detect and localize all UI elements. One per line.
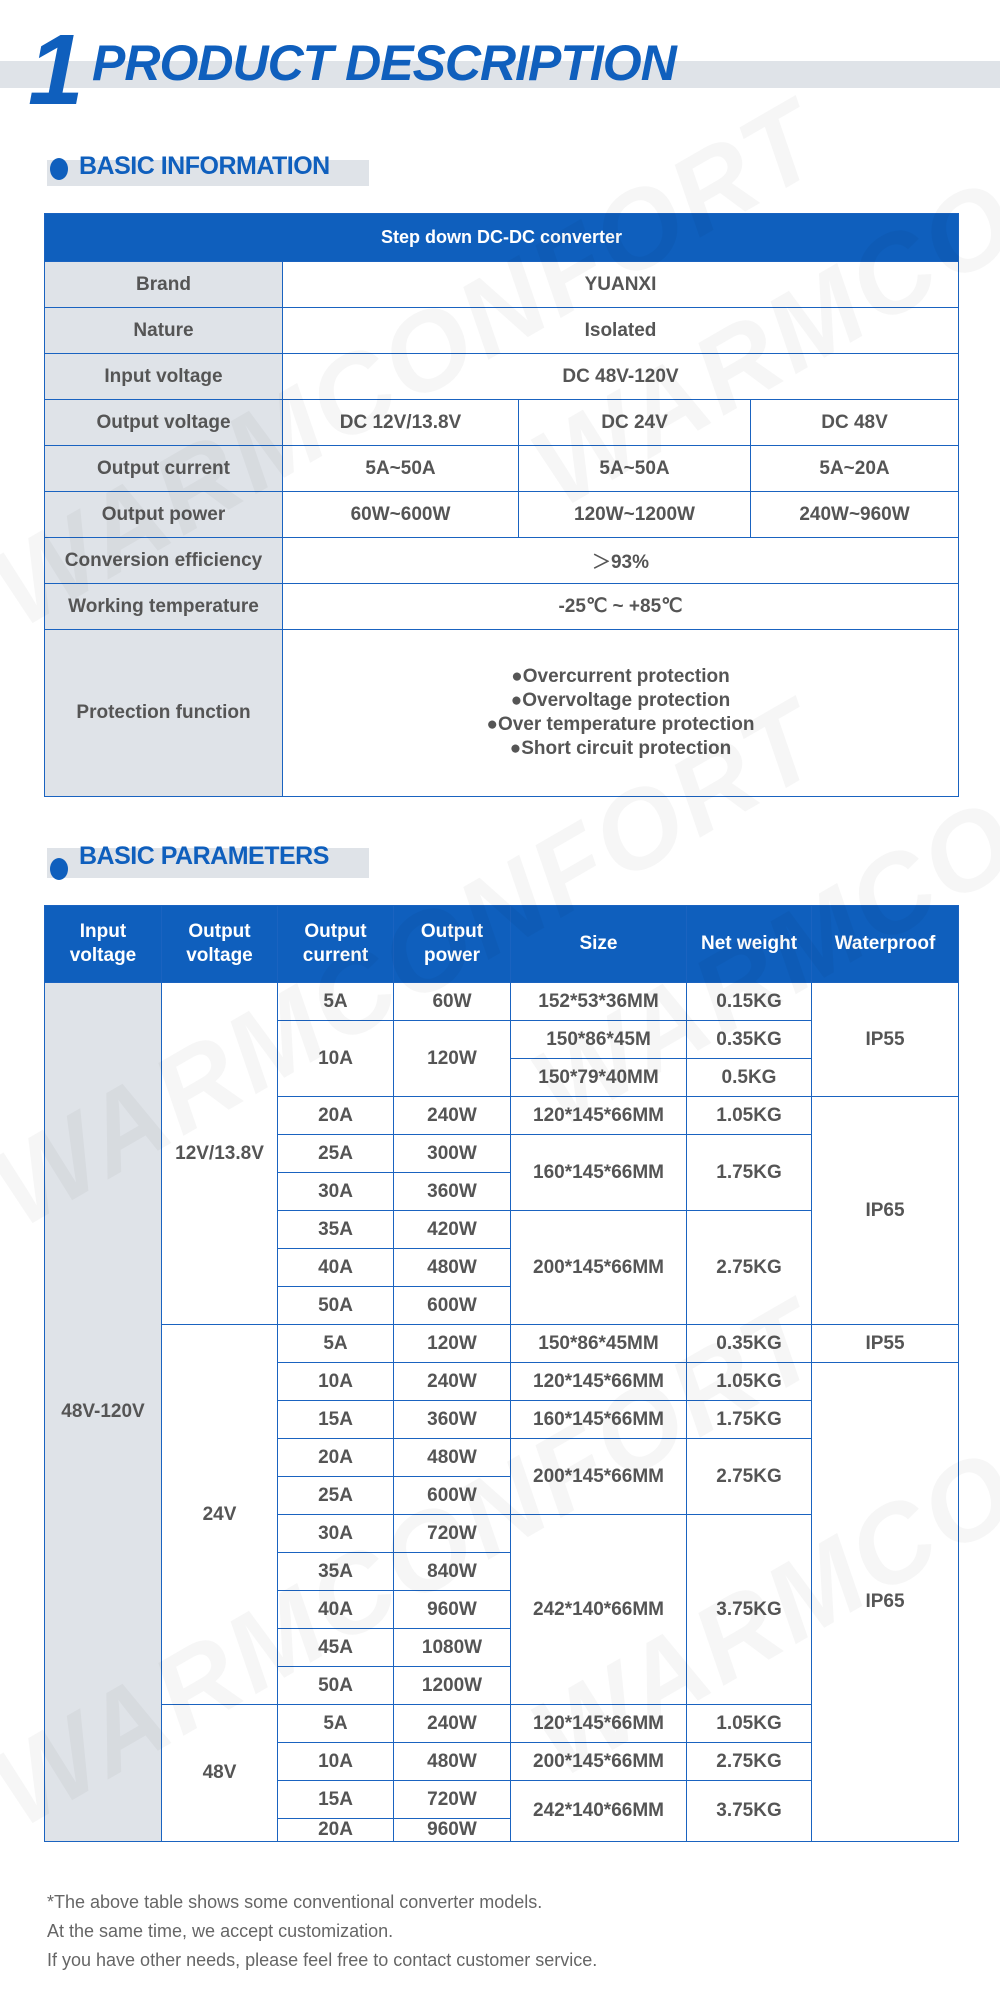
table-cell: 960W	[394, 1591, 511, 1629]
bullet-dot-icon	[50, 858, 68, 880]
footnote-line: At the same time, we accept customization.	[47, 1921, 394, 1941]
table-cell: 48V-120V	[45, 983, 162, 1842]
row-value: 5A~20A	[751, 446, 959, 492]
row-label: Conversion efficiency	[45, 538, 283, 584]
table-cell: 10A	[278, 1021, 394, 1097]
row-value: -25℃ ~ +85℃	[283, 584, 959, 630]
row-value: DC 48V-120V	[283, 354, 959, 400]
table-cell: IP55	[812, 983, 959, 1097]
row-value: ＞93%	[283, 538, 959, 584]
column-header	[687, 906, 812, 983]
table-cell: 240W	[394, 1705, 511, 1743]
column-header	[162, 906, 278, 983]
table-cell: 40A	[278, 1249, 394, 1287]
section-number: 1	[28, 14, 84, 126]
column-header	[45, 906, 162, 983]
table-cell: 1200W	[394, 1667, 511, 1705]
row-value: Isolated	[283, 308, 959, 354]
table-cell: 1.75KG	[687, 1401, 812, 1439]
column-header-text: Size	[579, 933, 618, 954]
table-row	[45, 584, 959, 630]
table-cell: 120W	[394, 1021, 511, 1097]
row-value: DC 48V	[751, 400, 959, 446]
column-header	[812, 906, 959, 983]
table-cell: 5A	[278, 1325, 394, 1363]
table-row	[45, 262, 959, 308]
protection-item: ●Overvoltage protection	[510, 690, 731, 711]
table-cell: 480W	[394, 1249, 511, 1287]
column-header	[278, 906, 394, 983]
bullet-dot-icon	[50, 158, 68, 180]
protection-item: ●Short circuit protection	[509, 738, 732, 759]
table-cell: 30A	[278, 1515, 394, 1553]
table-cell: 300W	[394, 1135, 511, 1173]
row-label: Input voltage	[45, 354, 283, 400]
table-cell: 45A	[278, 1629, 394, 1667]
table-cell: 2.75KG	[687, 1743, 812, 1781]
column-header-text: Input	[79, 921, 127, 942]
table-row	[45, 630, 959, 797]
table-cell: 15A	[278, 1781, 394, 1819]
table-row	[45, 1325, 959, 1363]
column-header-text: voltage	[69, 945, 137, 966]
row-label: Output voltage	[45, 400, 283, 446]
basic-params-table	[44, 905, 959, 1842]
protection-item: ●Over temperature protection	[486, 714, 755, 735]
table-cell: 200*145*66MM	[511, 1439, 687, 1515]
column-header-text: current	[302, 945, 369, 966]
table-cell: 0.5KG	[687, 1059, 812, 1097]
table-cell: 200*145*66MM	[511, 1211, 687, 1325]
table-row	[45, 400, 959, 446]
column-header-text: Waterproof	[834, 933, 936, 954]
table-cell: 150*86*45M	[511, 1021, 687, 1059]
table-cell: 0.35KG	[687, 1325, 812, 1363]
table-cell: 2.75KG	[687, 1439, 812, 1515]
table-cell: 3.75KG	[687, 1781, 812, 1842]
page-title: PRODUCT DESCRIPTION	[92, 35, 676, 91]
footnote	[47, 1888, 597, 1975]
table-cell: 40A	[278, 1591, 394, 1629]
row-value: 5A~50A	[283, 446, 519, 492]
table-cell: 20A	[278, 1097, 394, 1135]
table-cell: 840W	[394, 1553, 511, 1591]
row-value: DC 24V	[519, 400, 751, 446]
table-cell: 25A	[278, 1477, 394, 1515]
row-value: YUANXI	[283, 262, 959, 308]
footnote-line: If you have other needs, please feel free to contact customer service.	[47, 1950, 598, 1970]
table-cell: 160*145*66MM	[511, 1401, 687, 1439]
table-cell: 50A	[278, 1667, 394, 1705]
table-cell: IP65	[812, 1097, 959, 1325]
column-header	[394, 906, 511, 983]
table-cell: 60W	[394, 983, 511, 1021]
table-cell: 1.05KG	[687, 1363, 812, 1401]
table-cell: 720W	[394, 1515, 511, 1553]
column-header-text: Output	[188, 921, 251, 942]
table-cell: 35A	[278, 1553, 394, 1591]
table-cell: 1.05KG	[687, 1097, 812, 1135]
table-cell: 5A	[278, 1705, 394, 1743]
table-cell: 10A	[278, 1743, 394, 1781]
table-cell: 25A	[278, 1135, 394, 1173]
table-cell: 1080W	[394, 1629, 511, 1667]
table-row	[45, 354, 959, 400]
table-cell: 242*140*66MM	[511, 1515, 687, 1705]
table-cell: 0.35KG	[687, 1021, 812, 1059]
heading-text: BASIC PARAMETERS	[79, 842, 329, 870]
table-cell: 480W	[394, 1743, 511, 1781]
table-row	[45, 983, 959, 1021]
row-value: 240W~960W	[751, 492, 959, 538]
table-cell: 152*53*36MM	[511, 983, 687, 1021]
table-cell: 30A	[278, 1173, 394, 1211]
row-value: DC 12V/13.8V	[283, 400, 519, 446]
protection-item: ●Overcurrent protection	[511, 666, 730, 687]
table-cell: 360W	[394, 1173, 511, 1211]
table-cell: 150*86*45MM	[511, 1325, 687, 1363]
table-cell: 960W	[394, 1819, 511, 1842]
table-cell: 240W	[394, 1097, 511, 1135]
table-cell: 20A	[278, 1819, 394, 1842]
table-cell: 420W	[394, 1211, 511, 1249]
table-cell: 1.75KG	[687, 1135, 812, 1211]
table-cell: 50A	[278, 1287, 394, 1325]
table-row	[45, 492, 959, 538]
row-label: Output power	[45, 492, 283, 538]
table-cell: 600W	[394, 1287, 511, 1325]
row-label: Working temperature	[45, 584, 283, 630]
table-cell: 480W	[394, 1439, 511, 1477]
row-label: Output current	[45, 446, 283, 492]
table-cell: 3.75KG	[687, 1515, 812, 1705]
table-cell: 240W	[394, 1363, 511, 1401]
table-cell: 2.75KG	[687, 1211, 812, 1325]
table-cell: IP65	[812, 1363, 959, 1842]
column-header-text: Output	[304, 921, 367, 942]
table-cell: 120*145*66MM	[511, 1705, 687, 1743]
table-cell: 242*140*66MM	[511, 1781, 687, 1842]
table-cell: 35A	[278, 1211, 394, 1249]
row-value: 120W~1200W	[519, 492, 751, 538]
row-value: 5A~50A	[519, 446, 751, 492]
table-cell: 48V	[162, 1705, 278, 1842]
row-value: 60W~600W	[283, 492, 519, 538]
column-header	[511, 906, 687, 983]
column-header-text: Output	[420, 921, 484, 942]
table-cell: 5A	[278, 983, 394, 1021]
table-cell: 120*145*66MM	[511, 1097, 687, 1135]
table-cell: 20A	[278, 1439, 394, 1477]
table-cell: 15A	[278, 1401, 394, 1439]
table-cell: 0.15KG	[687, 983, 812, 1021]
table-cell: 12V/13.8V	[162, 983, 278, 1325]
table-cell: IP55	[812, 1325, 959, 1363]
column-header-text: voltage	[186, 945, 253, 966]
heading-text: BASIC INFORMATION	[79, 152, 330, 180]
footnote-line: *The above table shows some conventional converter models.	[47, 1892, 543, 1912]
table-cell: 360W	[394, 1401, 511, 1439]
table-cell: 1.05KG	[687, 1705, 812, 1743]
table-cell: 200*145*66MM	[511, 1743, 687, 1781]
column-header-text: Net weight	[700, 933, 798, 954]
table-title: Step down DC-DC converter	[45, 214, 959, 262]
protection-list	[283, 630, 959, 797]
table-cell: 120*145*66MM	[511, 1363, 687, 1401]
table-cell: 600W	[394, 1477, 511, 1515]
table-cell: 720W	[394, 1781, 511, 1819]
basic-info-table	[44, 213, 959, 797]
table-cell: 160*145*66MM	[511, 1135, 687, 1211]
table-row	[45, 308, 959, 354]
table-cell: 150*79*40MM	[511, 1059, 687, 1097]
table-cell: 120W	[394, 1325, 511, 1363]
table-row	[45, 446, 959, 492]
column-header-text: power	[424, 945, 480, 966]
row-label: Brand	[45, 262, 283, 308]
row-label: Nature	[45, 308, 283, 354]
row-label: Protection function	[45, 630, 283, 797]
table-cell: 10A	[278, 1363, 394, 1401]
table-cell: 24V	[162, 1325, 278, 1705]
table-row	[45, 538, 959, 584]
